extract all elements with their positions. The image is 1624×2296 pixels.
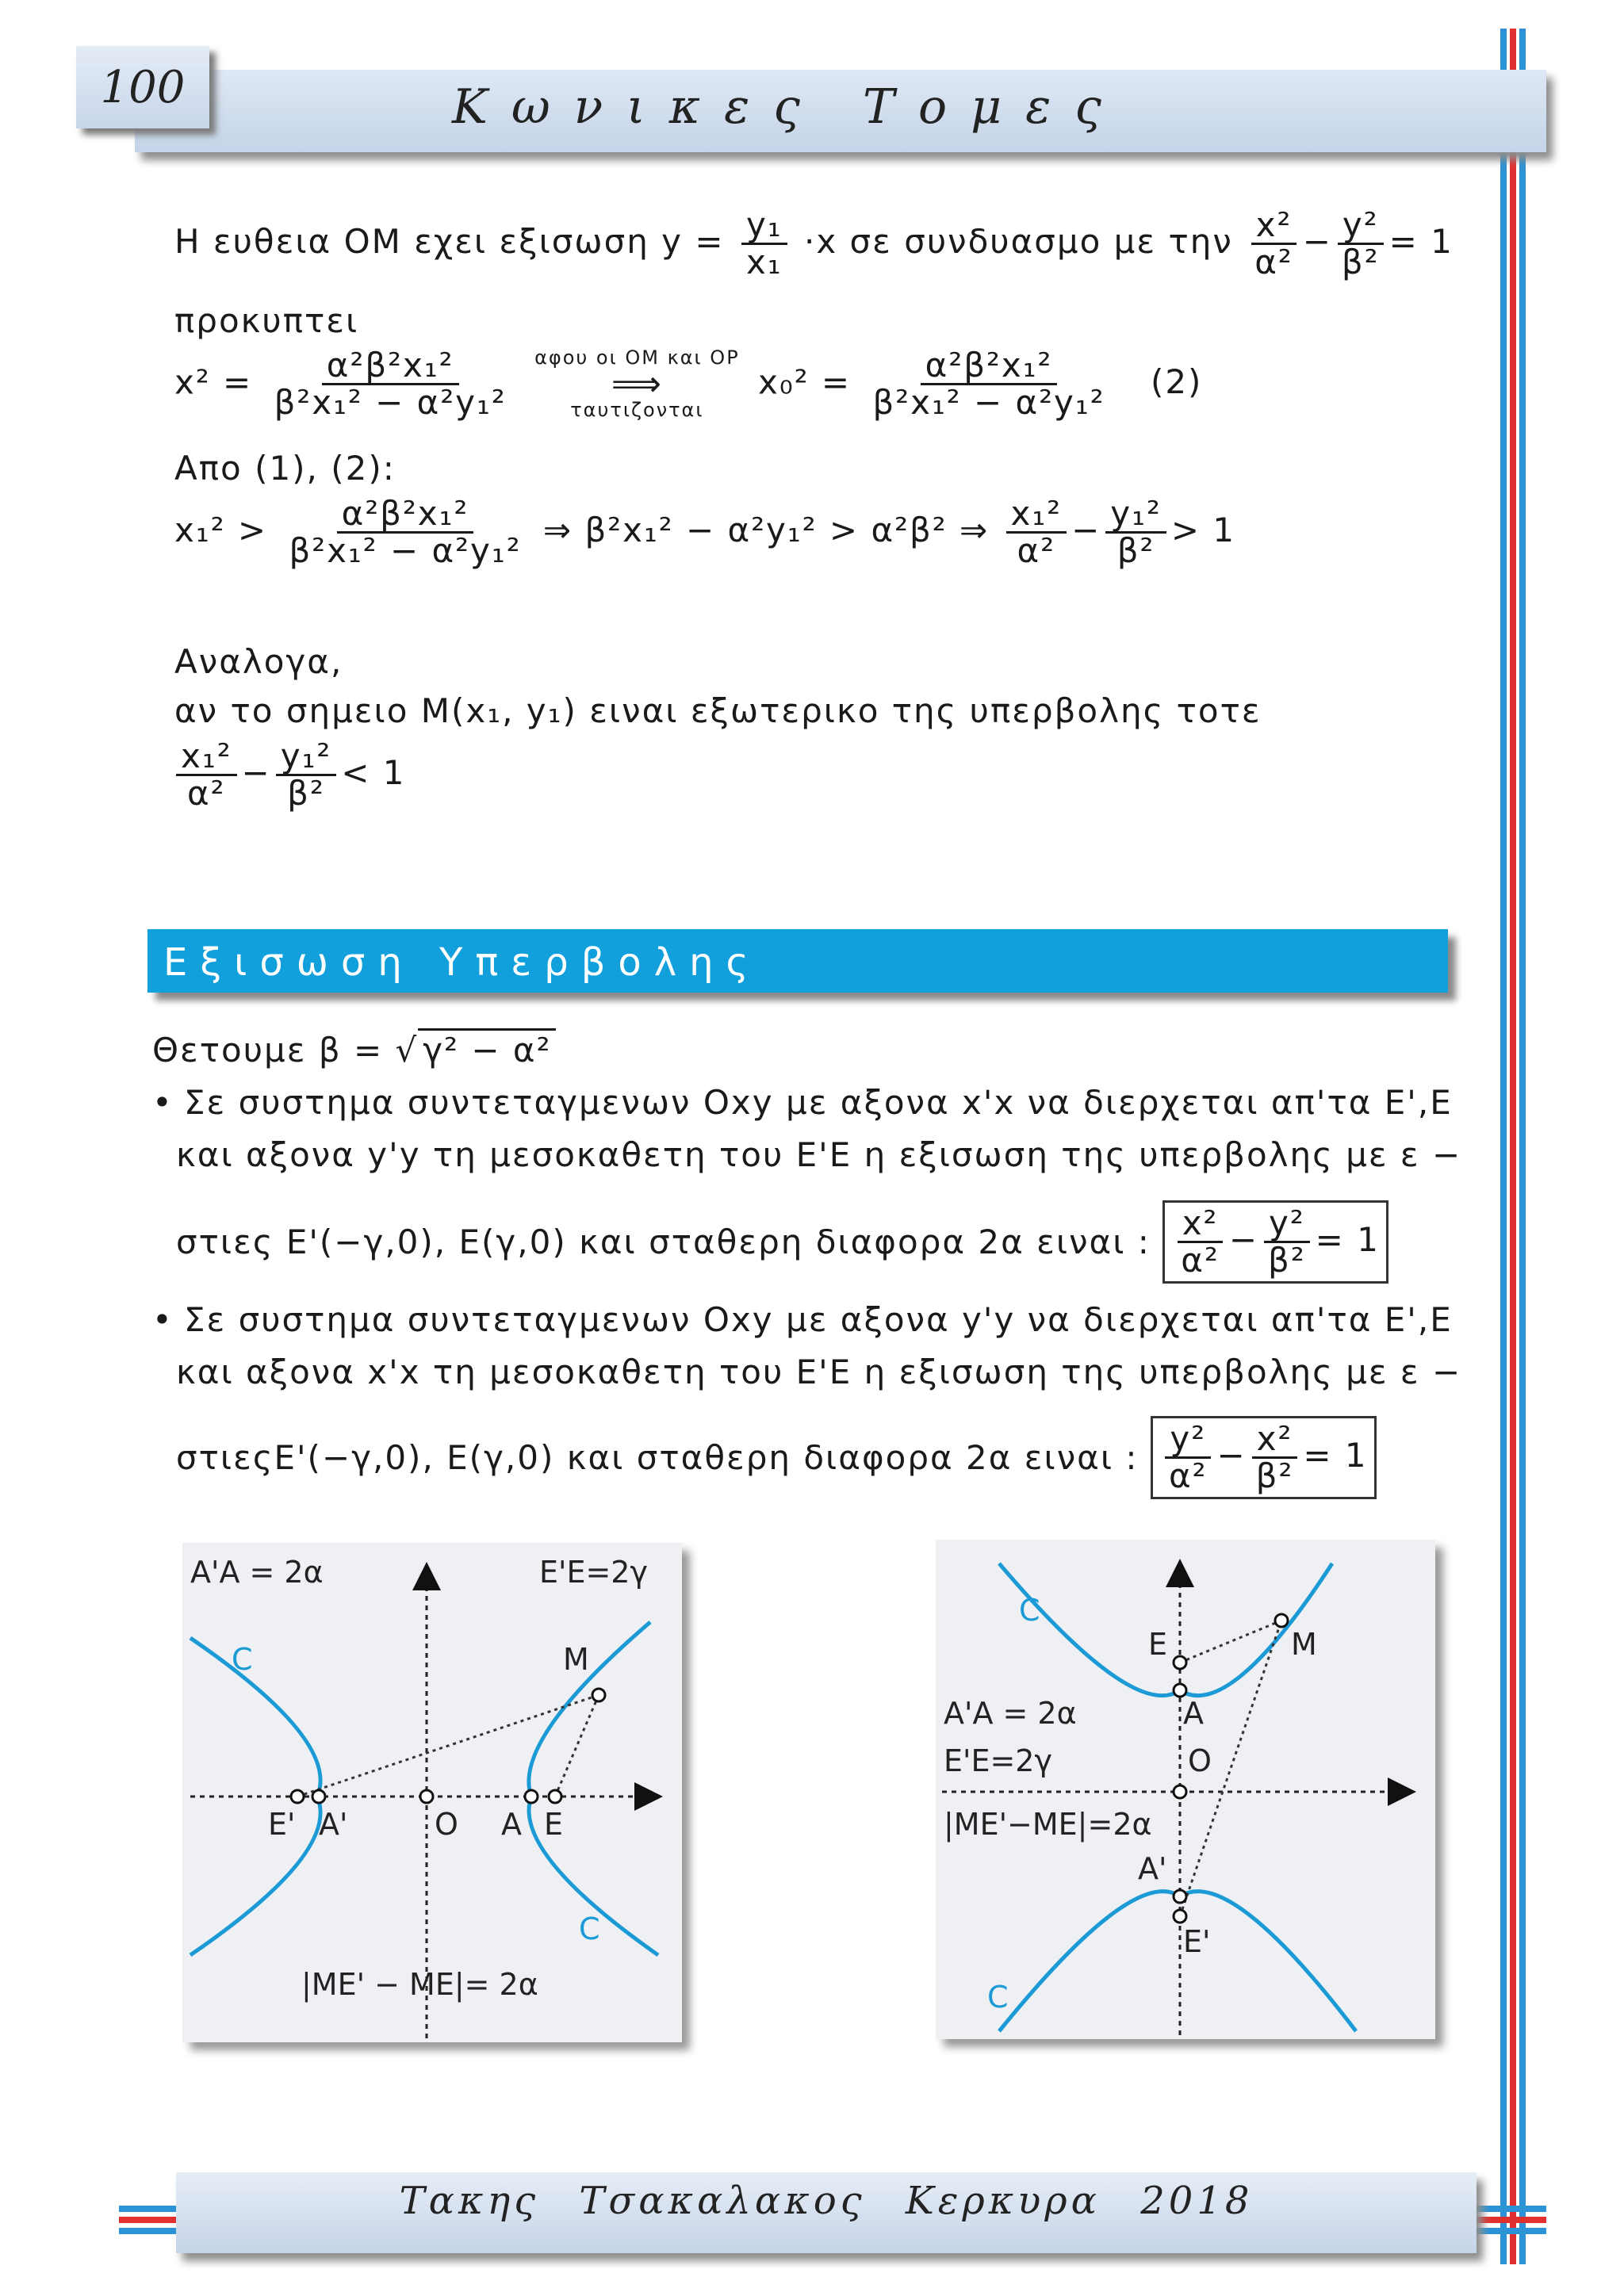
intro-text-2: ·x σε συνδυασμο με την bbox=[804, 222, 1233, 262]
label-e: Ε bbox=[1148, 1627, 1168, 1662]
results-word: προκυπτει bbox=[174, 301, 359, 340]
hyp-term-2: $\frac{\text{y²}}{\text{β²}}$ bbox=[1337, 208, 1385, 280]
eq2-tag: (2) bbox=[1150, 362, 1203, 402]
intro-line: Η ευθεια ΟΜ εχει εξισωση y = $\frac{\text{y₁}}{\text{x₁}}$ ·x σε συνδυασμο με την $\frac{\text{x²}}{\text{α²}}$ − $\frac{\text{y²}}{\text{β²}}$ = 1 bbox=[174, 205, 1454, 282]
sqrt-sign: √ bbox=[395, 1031, 419, 1070]
point-o bbox=[1174, 1785, 1186, 1798]
section-title: Εξισωση Υπερβολης bbox=[163, 940, 761, 985]
rail-right-blue-2 bbox=[1519, 29, 1526, 2264]
vertical-hyperbola-svg bbox=[936, 1540, 1435, 2039]
label-a1: Α' bbox=[1138, 1851, 1167, 1886]
figure-vertical-hyperbola bbox=[936, 1540, 1435, 2039]
slope-fraction: $\frac{\text{y₁}}{\text{x₁}}$ bbox=[741, 208, 787, 280]
bullet-2-line-3: στιεςΕ'(−γ,0), Ε(γ,0) και σταθερη διαφορα 2α ειναι : $\frac{\text{y²}}{\text{α²}}$ − $\frac{\text{x²}}{\text{β²}}$ = 1 bbox=[176, 1416, 1377, 1499]
analog-f2: $\frac{\text{y₁²}}{\text{β²}}$ bbox=[276, 739, 337, 811]
rail-right-blue bbox=[1500, 29, 1507, 2264]
label-c-top: C bbox=[232, 1642, 253, 1677]
ineq-fraction: $\frac{\text{α²β²x₁²}}{\text{β²x₁² − α²y₁²}}$ bbox=[289, 494, 522, 571]
equation-box-2: $\frac{\text{y²}}{\text{α²}}$ − $\frac{\text{x²}}{\text{β²}}$ = 1 bbox=[1151, 1416, 1377, 1499]
eq2-fraction-2: $\frac{\text{α²β²x₁²}}{\text{β²x₁² − α²y₁²}}$ bbox=[872, 346, 1105, 423]
label-a1: Α' bbox=[319, 1807, 348, 1842]
eq2-arrow: αφου οι ΟΜ και ΟΡ ⟹ ταυτιζονται bbox=[534, 346, 740, 422]
analog-line-2: αν το σημειο Μ(x₁, y₁) ειναι εξωτερικο της υπερβολης τοτε bbox=[174, 691, 1262, 730]
horizontal-hyperbola-svg bbox=[182, 1543, 682, 2042]
analog-inequality: $\frac{\text{x₁²}}{\text{α²}}$ − $\frac{\text{y₁²}}{\text{β²}}$ < 1 bbox=[171, 739, 406, 811]
point-a bbox=[1174, 1684, 1186, 1697]
bullet-2-line-1: Σε συστημα συντεταγμενων Οxy με αξονα y'y να διερχεται απ'τα Ε',Ε bbox=[184, 1300, 1453, 1339]
label-diff: |ΜΕ' − ΜΕ|= 2α bbox=[301, 1967, 538, 2002]
hyp-term-1: $\frac{\text{x²}}{\text{α²}}$ bbox=[1250, 208, 1298, 280]
analog-line-1: Αναλογα, bbox=[174, 642, 343, 681]
label-aa: Α'Α = 2α bbox=[190, 1555, 324, 1590]
label-e1: Ε' bbox=[268, 1807, 296, 1842]
point-e bbox=[549, 1790, 561, 1803]
label-c-top: C bbox=[1019, 1593, 1040, 1628]
point-a1 bbox=[312, 1790, 325, 1803]
label-ee: Ε'Ε=2γ bbox=[944, 1743, 1052, 1778]
from-1-2: Απο (1), (2): bbox=[174, 449, 396, 488]
equation-2: x² = $\frac{\text{α²β²x₁²}}{\text{β²x₁² − α²y₁²}}$ αφου οι ΟΜ και ΟΡ ⟹ ταυτιζονται x₀² = $\frac{\text{α²β²x₁²}}{\text{β²x₁² − α²y₁²}}$ (2) bbox=[174, 346, 1203, 423]
point-e1 bbox=[291, 1790, 304, 1803]
label-ee: Ε'Ε=2γ bbox=[539, 1555, 648, 1590]
ineq-f2: $\frac{\text{y₁²}}{\text{β²}}$ bbox=[1105, 496, 1166, 568]
bullet-1-line-2: και αξονα y'y τη μεσοκαθετη του Ε'Ε η εξισωση της υπερβολης με ε − bbox=[176, 1135, 1462, 1174]
inequality: x₁² > $\frac{\text{α²β²x₁²}}{\text{β²x₁² − α²y₁²}}$ ⇒ β²x₁² − α²y₁² > α²β² ⇒ $\frac{\text{x₁²}}{\text{α²}}$ − $\frac{\text{y₁²}}{\text{β²}}$ > 1 bbox=[174, 494, 1236, 571]
label-c-bottom: C bbox=[987, 1980, 1009, 2015]
figure-horizontal-hyperbola bbox=[182, 1543, 682, 2042]
bullet-1-line-3: στιες Ε'(−γ,0), Ε(γ,0) και σταθερη διαφορα 2α ειναι : $\frac{\text{x²}}{\text{α²}}$ − $\frac{\text{y²}}{\text{β²}}$ = 1 bbox=[176, 1200, 1388, 1284]
label-a: Α bbox=[1183, 1696, 1204, 1731]
bullet-1-dot: • bbox=[152, 1083, 174, 1122]
page-number: 100 bbox=[76, 46, 209, 128]
label-m: Μ bbox=[563, 1642, 589, 1677]
define-beta: Θετουμε β = √ γ² − α² bbox=[152, 1031, 556, 1070]
point-e1 bbox=[1174, 1910, 1186, 1923]
bullet-1-line-1: Σε συστημα συντεταγμενων Οxy με αξονα x'x να διερχεται απ'τα Ε',Ε bbox=[184, 1083, 1453, 1122]
bullet-2-dot: • bbox=[152, 1300, 174, 1339]
right-branch bbox=[529, 1622, 658, 1955]
label-o: Ο bbox=[435, 1807, 458, 1842]
eq2-fraction-1: $\frac{\text{α²β²x₁²}}{\text{β²x₁² − α²y₁²}}$ bbox=[274, 346, 507, 423]
label-e1: Ε' bbox=[1183, 1924, 1211, 1959]
label-m: Μ bbox=[1291, 1627, 1317, 1662]
footer-text: Τακης Τσακαλακος Κερκυρα 2018 bbox=[399, 2179, 1254, 2223]
equation-box-1: $\frac{\text{x²}}{\text{α²}}$ − $\frac{\text{y²}}{\text{β²}}$ = 1 bbox=[1162, 1200, 1388, 1284]
label-aa: Α'Α = 2α bbox=[944, 1696, 1077, 1731]
header-title: Κωνικες Τομες bbox=[452, 79, 1125, 135]
point-a bbox=[525, 1790, 538, 1803]
point-e bbox=[1174, 1656, 1186, 1669]
label-o: Ο bbox=[1188, 1743, 1212, 1778]
bullet-2-line-2: και αξονα x'x τη μεσοκαθετη του Ε'Ε η εξισωση της υπερβολης με ε − bbox=[176, 1353, 1462, 1391]
point-m bbox=[592, 1689, 605, 1701]
point-o bbox=[420, 1790, 433, 1803]
point-m bbox=[1275, 1614, 1288, 1627]
segment-me bbox=[1180, 1621, 1281, 1663]
radicand: γ² − α² bbox=[418, 1028, 556, 1070]
label-e: Ε bbox=[544, 1807, 564, 1842]
ineq-f1: $\frac{\text{x₁²}}{\text{α²}}$ bbox=[1006, 496, 1067, 568]
label-c-bottom: C bbox=[579, 1911, 600, 1946]
point-a1 bbox=[1174, 1890, 1186, 1903]
segment-me1 bbox=[297, 1695, 599, 1797]
rail-right-red bbox=[1510, 29, 1516, 2264]
label-a: Α bbox=[501, 1807, 522, 1842]
hyp-rhs: = 1 bbox=[1388, 222, 1454, 262]
analog-f1: $\frac{\text{x₁²}}{\text{α²}}$ bbox=[176, 739, 237, 811]
intro-text-1: Η ευθεια ΟΜ εχει εξισωση y = bbox=[174, 222, 725, 262]
label-diff: |ΜΕ'−ΜΕ|=2α bbox=[944, 1807, 1152, 1842]
